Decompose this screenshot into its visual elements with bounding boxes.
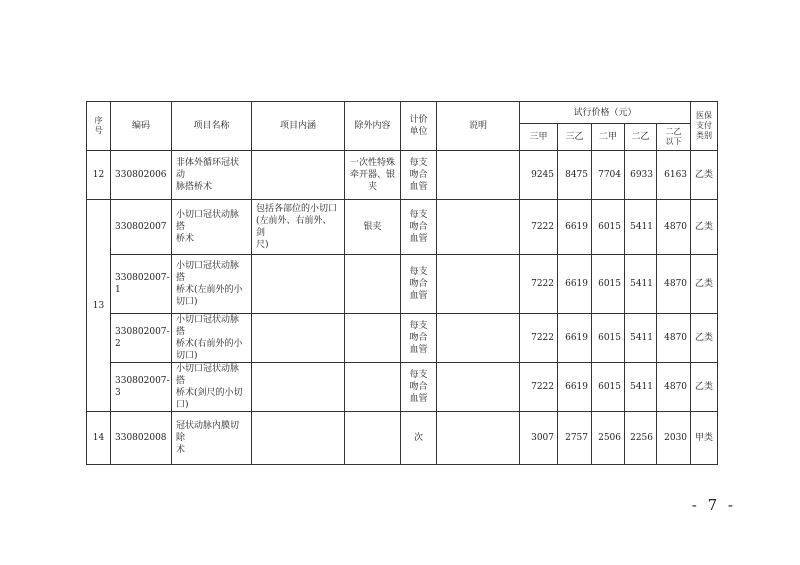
note-cell [437, 151, 520, 200]
exclusion-cell [345, 363, 401, 412]
code-cell: 330802007-1 [111, 255, 172, 314]
name-cell: 小切口冠状动脉搭 桥术(左前外的小 切口) [172, 255, 252, 314]
name-cell: 非体外循环冠状动 脉搭桥术 [172, 151, 252, 200]
unit-cell: 次 [401, 412, 437, 465]
price-cell: 6163 [657, 151, 691, 200]
price-cell: 4870 [657, 200, 691, 255]
note-cell [437, 314, 520, 363]
seq-cell: 14 [87, 412, 111, 465]
price-cell: 8475 [558, 151, 592, 200]
seq-cell: 13 [87, 200, 111, 412]
price-cell: 6619 [558, 255, 592, 314]
table-row [87, 412, 718, 465]
header-trial-price: 试行价格（元） [520, 102, 691, 124]
note-cell [437, 412, 520, 465]
price-cell: 2506 [592, 412, 625, 465]
header-grade: 三甲 [520, 124, 558, 151]
price-cell: 5411 [625, 255, 657, 314]
connotation-cell [252, 255, 345, 314]
header-row-top [87, 102, 718, 124]
header-exclusion: 除外内容 [345, 102, 401, 151]
code-cell: 330802007-2 [111, 314, 172, 363]
table-row [87, 200, 718, 255]
insurance-cell: 乙类 [691, 255, 718, 314]
price-cell: 5411 [625, 314, 657, 363]
unit-cell: 每支 吻合 血管 [401, 200, 437, 255]
note-cell [437, 255, 520, 314]
unit-cell: 每支 吻合 血管 [401, 151, 437, 200]
price-cell: 6619 [558, 363, 592, 412]
price-table [86, 101, 718, 465]
price-cell: 2030 [657, 412, 691, 465]
exclusion-cell [345, 255, 401, 314]
connotation-cell [252, 314, 345, 363]
insurance-cell: 乙类 [691, 200, 718, 255]
header-grade: 二乙 [625, 124, 657, 151]
header-note: 说明 [437, 102, 520, 151]
header-grade: 二甲 [592, 124, 625, 151]
name-cell: 小切口冠状动脉搭 桥术 [172, 200, 252, 255]
price-cell: 7222 [520, 363, 558, 412]
insurance-cell: 乙类 [691, 363, 718, 412]
price-cell: 6015 [592, 255, 625, 314]
unit-cell: 每支 吻合 血管 [401, 363, 437, 412]
code-cell: 330802006 [111, 151, 172, 200]
header-seq: 序 号 [87, 102, 111, 151]
price-cell: 6619 [558, 200, 592, 255]
price-cell: 7704 [592, 151, 625, 200]
price-cell: 6933 [625, 151, 657, 200]
insurance-cell: 乙类 [691, 314, 718, 363]
insurance-cell: 甲类 [691, 412, 718, 465]
price-cell: 4870 [657, 314, 691, 363]
price-cell: 4870 [657, 363, 691, 412]
name-cell: 小切口冠状动脉搭 桥术(剑尺的小切 口) [172, 363, 252, 412]
unit-cell: 每支 吻合 血管 [401, 255, 437, 314]
header-code: 编码 [111, 102, 172, 151]
price-cell: 6015 [592, 363, 625, 412]
name-cell: 冠状动脉内膜切除 术 [172, 412, 252, 465]
header-insurance: 医保 支付 类别 [691, 102, 718, 151]
connotation-cell [252, 412, 345, 465]
page-number: - 7 - [691, 496, 736, 514]
connotation-cell [252, 363, 345, 412]
exclusion-cell [345, 412, 401, 465]
price-cell: 6015 [592, 200, 625, 255]
price-cell: 5411 [625, 200, 657, 255]
table-row [87, 314, 718, 363]
name-cell: 小切口冠状动脉搭 桥术(右前外的小 切口) [172, 314, 252, 363]
table-row [87, 363, 718, 412]
insurance-cell: 乙类 [691, 151, 718, 200]
price-cell: 6619 [558, 314, 592, 363]
header-name: 项目名称 [172, 102, 252, 151]
price-cell: 3007 [520, 412, 558, 465]
note-cell [437, 200, 520, 255]
note-cell [437, 363, 520, 412]
seq-cell: 12 [87, 151, 111, 200]
price-cell: 7222 [520, 200, 558, 255]
exclusion-cell: 一次性特殊 牵开器、银 夹 [345, 151, 401, 200]
price-cell: 7222 [520, 314, 558, 363]
price-cell: 2757 [558, 412, 592, 465]
code-cell: 330802008 [111, 412, 172, 465]
price-cell: 9245 [520, 151, 558, 200]
header-grade: 三乙 [558, 124, 592, 151]
header-connotation: 项目内涵 [252, 102, 345, 151]
connotation-cell: 包括各部位的小切口 (左前外、右前外、剑 尺) [252, 200, 345, 255]
price-cell: 4870 [657, 255, 691, 314]
table-row [87, 255, 718, 314]
exclusion-cell [345, 314, 401, 363]
price-cell: 2256 [625, 412, 657, 465]
connotation-cell [252, 151, 345, 200]
price-cell: 7222 [520, 255, 558, 314]
price-cell: 5411 [625, 363, 657, 412]
exclusion-cell: 银夹 [345, 200, 401, 255]
unit-cell: 每支 吻合 血管 [401, 314, 437, 363]
header-unit: 计价 单位 [401, 102, 437, 151]
code-cell: 330802007-3 [111, 363, 172, 412]
header-grade: 二乙 以下 [657, 124, 691, 151]
code-cell: 330802007 [111, 200, 172, 255]
table-row [87, 151, 718, 200]
price-cell: 6015 [592, 314, 625, 363]
